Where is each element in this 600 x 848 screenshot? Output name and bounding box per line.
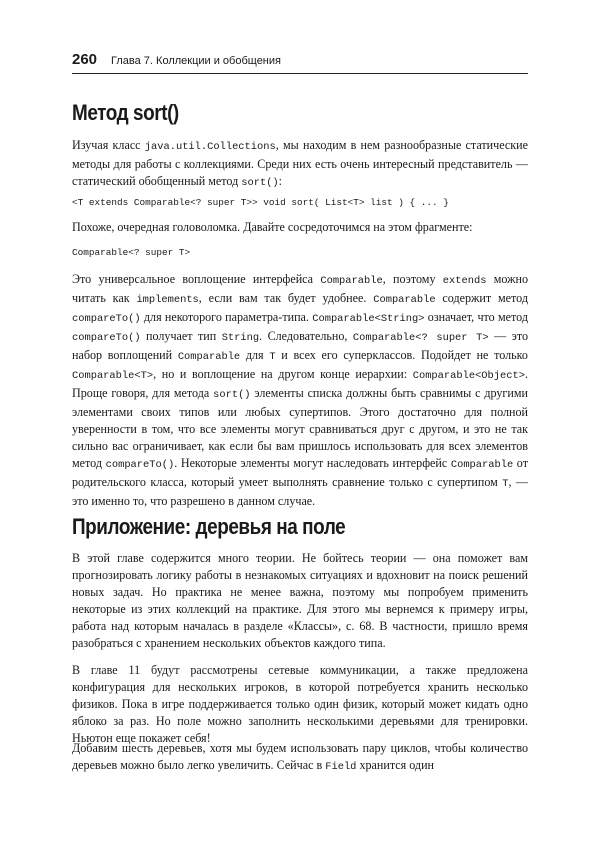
paragraph-theory: В этой главе содержится много теории. Не бойтесь теории — она поможет вам прогнозировать логику работы в незнакомых ситуациях и вдохновит на поиск решений новых задач. Но практика не менее важна, поэтому мы попробуем применить некоторые из этих коллекций на практике. Для этого мы вернемся к примеру игры, работа над которым началась в разделе «Классы», с. 68. В частности, пришло время разобраться с хранением нескольких объектов каждого типа. (72, 551, 528, 650)
section-title-trees: Приложение: деревья на поле (72, 514, 346, 539)
running-head (72, 51, 528, 68)
code-sort-signature: <T extends Comparable<? super T>> void sort( List<T> list ) { ... } (72, 197, 449, 208)
paragraph-add-trees: Добавим шесть деревьев, хотя мы будем использовать пару циклов, чтобы количество деревьев можно было легко увеличить. Сейчас в Field хранится один (72, 741, 528, 773)
page-number: 260 (72, 51, 98, 68)
paragraph-networking: В главе 11 будут рассмотрены сетевые коммуникации, а также предложена конфигурация для нескольких игроков, в которой потребуется хранить несколько физиков. Пока в игре поддерживается только один физик, который может кидать одно яблоко за раз. Но поле можно заполнить несколькими деревьями для тренировки. Ньютон еще покажет себя! (72, 663, 528, 745)
header-rule (72, 73, 528, 74)
chapter-title: Глава 7. Коллекции и обобщения (111, 55, 281, 67)
paragraph-puzzle: Похоже, очередная головоломка. Давайте сосредоточимся на этом фрагменте: (72, 220, 473, 234)
paragraph-sort-intro: Изучая класс java.util.Collections, мы находим в нем разнообразные статические методы для работы с коллекциями. Среди них есть очень интересный представитель — статический обобщенный метод sort(): (72, 138, 528, 189)
section-title-sort: Метод sort() (72, 100, 179, 125)
paragraph-comparable-explanation: Это универсальное воплощение интерфейса Comparable, поэтому extends можно читать как implements, если вам так будет удобнее. Comparable содержит метод compareTo() для некоторого параметра-типа. Comparable<String> означает, что метод compareTo() получает тип String. Следовательно, Comparable<? super T> — это набор воплощений Comparable для T и всех его суперклассов. Подойдет не только Comparable<T>, но и воплощение на другом конце иерархии: Comparable<Object>. Проще говоря, для метода sort() элементы списка должны быть сравнимы с другими элементами своих типов или любых супертипов. Этого достаточно для полной уверенности в том, что все элементы могут сравниваться друг с другом, и это не так сильно вас ограничивает, как если бы вам пришлось использовать для всех элементов метод compareTo(). Некоторые элементы могут наследовать интерфейс Comparable от родительского класса, который умеет выполнять сравнение только с супертипом T, — это именно то, что разрешено в данном случае. (72, 272, 529, 508)
code-comparable-super: Comparable<? super T> (72, 247, 191, 258)
